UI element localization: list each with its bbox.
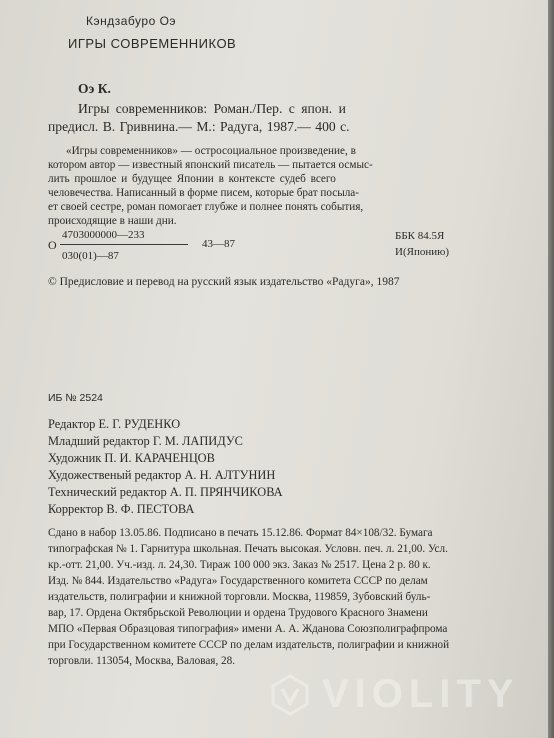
author-name: Кэндзабуро Оэ — [86, 14, 177, 28]
annotation-line-1: «Игры современников» — остросоциальное произведение, в — [66, 145, 356, 157]
page-edge-shadow — [548, 0, 554, 738]
book-title: ИГРЫ СОВРЕМЕННИКОВ — [68, 36, 237, 51]
violity-logo-icon — [268, 673, 312, 717]
imprint-line-3: кр.-отт. 21,00. Уч.-изд. л. 24,30. Тираж 100 000 экз. Заказ № 2517. Цена 2 р. 80 к. — [48, 559, 431, 571]
imprint-line-9: торговли. 113054, Москва, Валовая, 28. — [48, 655, 236, 667]
ib-number: ИБ № 2524 — [48, 392, 103, 404]
credit-tech-editor: Технический редактор А. П. ПРЯНЧИКОВА — [48, 485, 283, 499]
imprint-line-7: МПО «Первая Образцовая типография» имени А. А. Жданова Союзполиграфпрома — [48, 623, 448, 635]
annotation-line-5: ет своей сестре, роман помогает глубже и полнее понять события, — [48, 201, 364, 213]
imprint-line-2: типографская № 1. Гарнитура школьная. Печать высокая. Условн. печ. л. 21,00. Усл. — [48, 543, 448, 555]
annotation-line-4: человечества. Написанный в форме писем, которые брат посыла- — [48, 187, 359, 199]
annotation-line-2: котором автор — известный японский писатель — пытается осмыс- — [48, 159, 373, 171]
fraction-line — [60, 244, 188, 245]
credit-proofreader: Корректор В. Ф. ПЕСТОВА — [48, 502, 195, 516]
catalog-description-line-2: предисл. В. Гривнина.— М.: Радуга, 1987.— 400 с. — [48, 119, 350, 134]
credit-junior-editor: Младший редактор Г. М. ЛАПИДУС — [48, 434, 243, 448]
catalog-description-line-1: Игры современников: Роман./Пер. с япон. и — [78, 101, 346, 116]
credit-art-editor: Художественый редактор А. Н. АЛТУНИН — [48, 468, 276, 482]
watermark — [268, 672, 520, 717]
code-suffix: 43—87 — [202, 238, 235, 250]
code-numerator: 4703000000—233 — [62, 229, 145, 241]
credit-artist: Художник П. И. КАРАЧЕНЦОВ — [48, 451, 215, 465]
imprint-line-8: при Государственном комитете СССР по делам издательств, полиграфии и книжной — [48, 639, 450, 651]
imprint-line-6: вар, 17. Ордена Октябрьской Революции и ордена Трудового Красного Знамени — [48, 607, 428, 619]
code-denominator: 030(01)—87 — [62, 250, 119, 262]
credit-editor: Редактор Е. Г. РУДЕНКО — [48, 417, 181, 431]
catalog-heading: Оэ К. — [78, 81, 111, 96]
bbk-class: И(Японию) — [395, 246, 449, 258]
code-o-letter: О — [48, 238, 57, 252]
annotation-line-3: лить прошлое и будущее Японии в контексте судеб всего — [48, 173, 336, 185]
annotation-line-6: происходящие в наши дни. — [48, 215, 177, 227]
copyright-line: © Предисловие и перевод на русский язык издательство «Радуга», 1987 — [48, 276, 400, 288]
watermark-text: VIOLITY — [322, 672, 520, 716]
bbk-code: ББК 84.5Я — [395, 230, 445, 242]
imprint-line-1: Сдано в набор 13.05.86. Подписано в печать 15.12.86. Формат 84×108/32. Бумага — [48, 527, 433, 539]
imprint-line-4: Изд. № 844. Издательство «Радуга» Государственного комитета СССР по делам — [48, 575, 428, 587]
imprint-line-5: издательств, полиграфии и книжной торговли. Москва, 119859, Зубовский буль- — [48, 591, 431, 603]
